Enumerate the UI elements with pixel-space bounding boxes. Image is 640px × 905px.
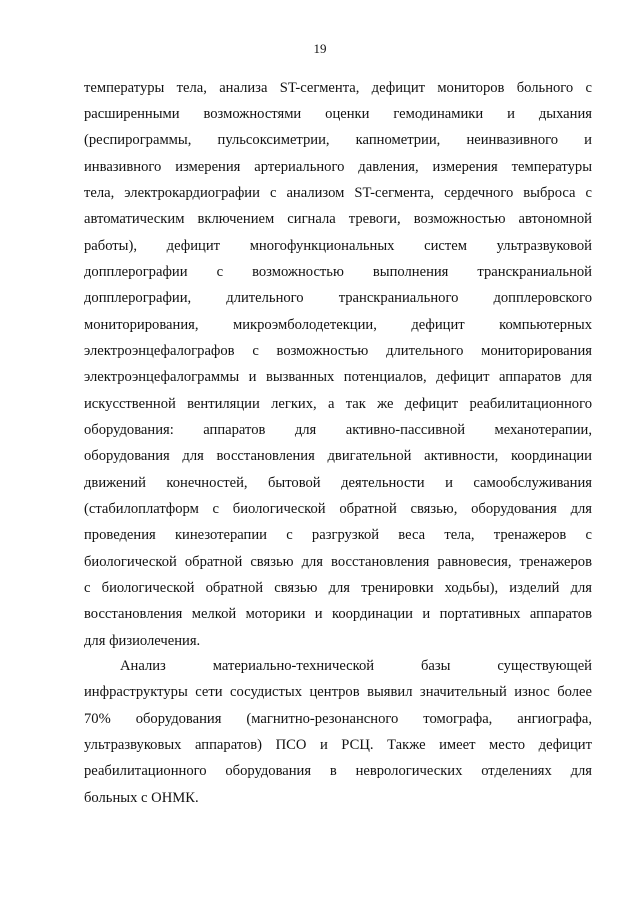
text-line: инфраструктуры сети сосудистых центров выявил значительный износ более bbox=[84, 684, 592, 700]
text-line: Анализ материально-технической базы существующей bbox=[120, 658, 592, 674]
text-line: тела, электрокардиографии с анализом ST-сегмента, сердечного выброса с bbox=[84, 185, 592, 201]
text-line: электроэнцефалограммы и вызванных потенциалов, дефицит аппаратов для bbox=[84, 369, 592, 385]
text-line: 70% оборудования (магнитно-резонансного томографа, ангиографа, bbox=[84, 711, 592, 727]
page-number: 19 bbox=[313, 41, 327, 56]
text-line: для физиолечения. bbox=[84, 633, 201, 649]
text-line: ультразвуковых аппаратов) ПСО и РСЦ. Также имеет место дефицит bbox=[84, 737, 592, 753]
text-line: движений конечностей, бытовой деятельности и самообслуживания bbox=[84, 475, 592, 491]
text-line: инвазивного измерения артериального давления, измерения температуры bbox=[84, 159, 592, 175]
text-line: допплерографии, длительного транскраниального допплеровского bbox=[84, 290, 592, 306]
text-line: оборудования для восстановления двигательной активности, координации bbox=[84, 448, 592, 464]
text-line: расширенными возможностями оценки гемодинамики и дыхания bbox=[84, 106, 592, 122]
text-line: больных с ОНМК. bbox=[84, 790, 199, 806]
text-line: (стабилоплатформ с биологической обратной связью, оборудования для bbox=[84, 501, 592, 517]
text-line: восстановления мелкой моторики и координации и портативных аппаратов bbox=[84, 606, 592, 622]
text-line: температуры тела, анализа ST-сегмента, дефицит мониторов больного с bbox=[84, 80, 592, 96]
text-line: с биологической обратной связью для тренировки ходьбы), изделий для bbox=[84, 580, 592, 596]
text-line: допплерографии с возможностью выполнения транскраниальной bbox=[84, 264, 592, 280]
text-line: оборудования: аппаратов для активно-пассивной механотерапии, bbox=[84, 422, 592, 438]
text-line: работы), дефицит многофункциональных систем ультразвуковой bbox=[84, 238, 592, 254]
text-line: биологической обратной связью для восстановления равновесия, тренажеров bbox=[84, 554, 592, 570]
text-line: проведения кинезотерапии с разгрузкой веса тела, тренажеров с bbox=[84, 527, 592, 543]
text-line: автоматическим включением сигнала тревоги, возможностью автономной bbox=[84, 211, 592, 227]
text-line: электроэнцефалографов с возможностью длительного мониторирования bbox=[84, 343, 592, 359]
text-line: мониторирования, микроэмболодетекции, дефицит компьютерных bbox=[84, 317, 592, 333]
text-line: реабилитационного оборудования в неврологических отделениях для bbox=[84, 763, 592, 779]
text-line: искусственной вентиляции легких, а так же дефицит реабилитационного bbox=[84, 396, 592, 412]
text-line: (респирограммы, пульсоксиметрии, капнометрии, неинвазивного и bbox=[84, 132, 592, 148]
